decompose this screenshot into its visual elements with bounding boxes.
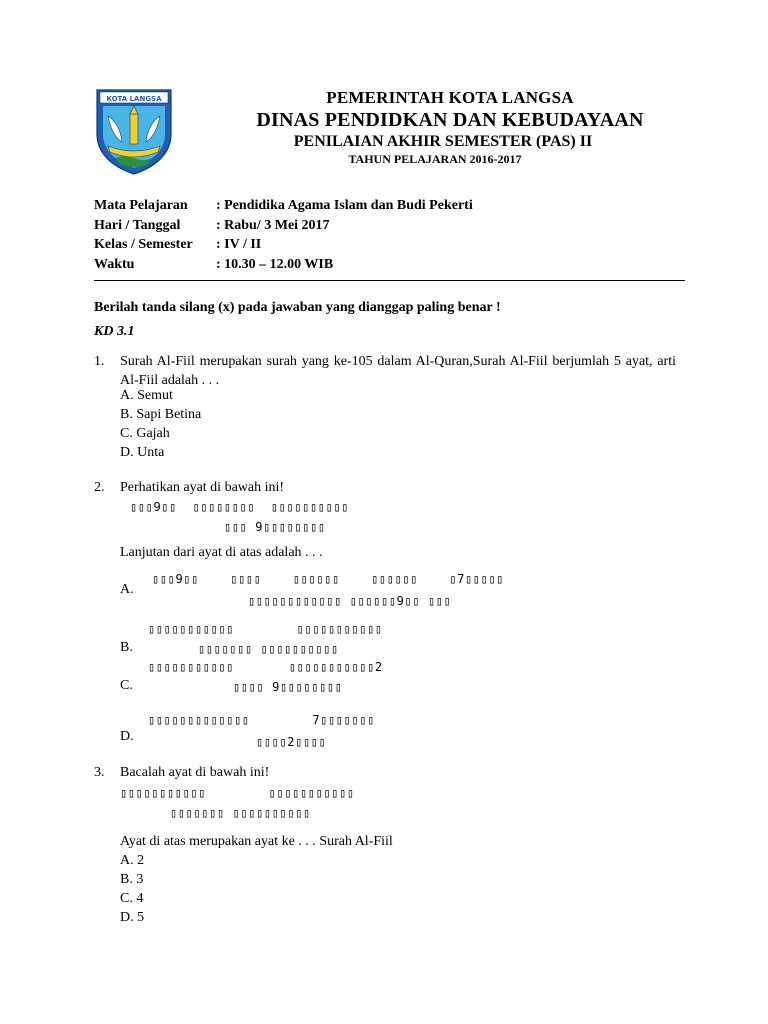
question-text: Perhatikan ayat di bawah ini! bbox=[120, 480, 285, 495]
document-header bbox=[94, 84, 686, 184]
info-label: Mata Pelajaran bbox=[94, 198, 188, 213]
info-label: Waktu bbox=[94, 256, 135, 272]
info-row-time bbox=[94, 255, 684, 275]
arabic-verse-line: ▯▯▯▯▯▯▯ ▯▯▯▯▯▯▯▯▯▯ bbox=[170, 806, 311, 820]
question-number: 1. bbox=[94, 354, 105, 369]
heading-block bbox=[190, 88, 710, 166]
info-value: : 10.30 – 12.00 WIB bbox=[216, 256, 334, 272]
option-b-label: B. bbox=[120, 640, 133, 655]
question-text: Surah Al-Fiil merupakan surah yang ke-105 dalam Al-Quran,Surah Al-Fiil berjumlah 5 ayat, arti Al-Fiil adalah . . . bbox=[120, 354, 676, 388]
svg-text:KOTA LANGSA: KOTA LANGSA bbox=[106, 95, 162, 103]
option-a-label: A. bbox=[120, 582, 134, 597]
info-row-date bbox=[94, 216, 684, 236]
question-number: 3. bbox=[94, 765, 105, 780]
info-value: : Rabu/ 3 Mei 2017 bbox=[216, 217, 330, 233]
arabic-option-line: ▯▯▯9▯▯ ▯▯▯▯ ▯▯▯▯▯▯ ▯▯▯▯▯▯ ▯7▯▯▯▯▯ bbox=[152, 572, 505, 586]
arabic-option-line: ▯▯▯▯▯▯▯▯▯▯▯ ▯▯▯▯▯▯▯▯▯▯▯2 bbox=[148, 660, 383, 674]
exam-title: PENILAIAN AKHIR SEMESTER (PAS) II bbox=[293, 133, 593, 150]
arabic-verse-line: ▯▯▯ 9▯▯▯▯▯▯▯▯ bbox=[224, 520, 326, 534]
info-row-class bbox=[94, 235, 684, 255]
header-divider bbox=[94, 280, 685, 281]
option-b: B. Sapi Betina bbox=[120, 407, 202, 422]
option-d: D. Unta bbox=[120, 445, 165, 460]
arabic-verse-line: ▯▯▯▯▯▯▯▯▯▯▯ ▯▯▯▯▯▯▯▯▯▯▯ bbox=[120, 786, 355, 800]
info-value: : IV / II bbox=[216, 237, 262, 252]
question-number: 2. bbox=[94, 480, 105, 495]
option-a: A. Semut bbox=[120, 388, 173, 403]
option-a: A. 2 bbox=[120, 853, 145, 868]
option-b: B. 3 bbox=[120, 872, 144, 887]
option-d: D. 5 bbox=[120, 910, 145, 925]
info-value: : Pendidika Agama Islam dan Budi Pekerti bbox=[216, 198, 473, 213]
kd-label: KD 3.1 bbox=[94, 324, 135, 339]
arabic-option-line: ▯▯▯▯2▯▯▯▯ bbox=[256, 735, 327, 749]
info-label: Hari / Tanggal bbox=[94, 217, 181, 233]
option-c: C. 4 bbox=[120, 891, 144, 906]
arabic-option-line: ▯▯▯▯▯▯▯▯▯▯▯▯ ▯▯▯▯▯▯9▯▯ ▯▯▯ bbox=[248, 594, 452, 608]
school-year: TAHUN PELAJARAN 2016-2017 bbox=[348, 152, 522, 166]
question-text: Bacalah ayat di bawah ini! bbox=[120, 765, 270, 780]
question-followup: Lanjutan dari ayat di atas adalah . . . bbox=[120, 545, 323, 560]
arabic-option-line: ▯▯▯▯▯▯▯▯▯▯▯▯▯ 7▯▯▯▯▯▯▯ bbox=[148, 713, 375, 727]
option-c: C. Gajah bbox=[120, 426, 170, 441]
exam-info-table bbox=[94, 196, 684, 274]
info-label: Kelas / Semester bbox=[94, 237, 193, 252]
option-c-label: C. bbox=[120, 678, 133, 693]
instruction-text: Berilah tanda silang (x) pada jawaban yang dianggap paling benar ! bbox=[94, 300, 501, 315]
department-title: DINAS PENDIDKAN DAN KEBUDAYAAN bbox=[256, 109, 644, 131]
arabic-option-line: ▯▯▯▯ 9▯▯▯▯▯▯▯▯ bbox=[233, 680, 343, 694]
option-d-label: D. bbox=[120, 729, 134, 744]
arabic-option-line: ▯▯▯▯▯▯▯▯▯▯▯ ▯▯▯▯▯▯▯▯▯▯▯ bbox=[148, 622, 383, 636]
government-title: PEMERINTAH KOTA LANGSA bbox=[326, 88, 574, 107]
arabic-verse-line: ▯▯▯9▯▯ ▯▯▯▯▯▯▯▯ ▯▯▯▯▯▯▯▯▯▯ bbox=[130, 500, 350, 514]
info-row-subject bbox=[94, 196, 684, 216]
question-followup: Ayat di atas merupakan ayat ke . . . Surah Al-Fiil bbox=[120, 834, 393, 849]
arabic-option-line: ▯▯▯▯▯▯▯ ▯▯▯▯▯▯▯▯▯▯ bbox=[198, 642, 339, 656]
